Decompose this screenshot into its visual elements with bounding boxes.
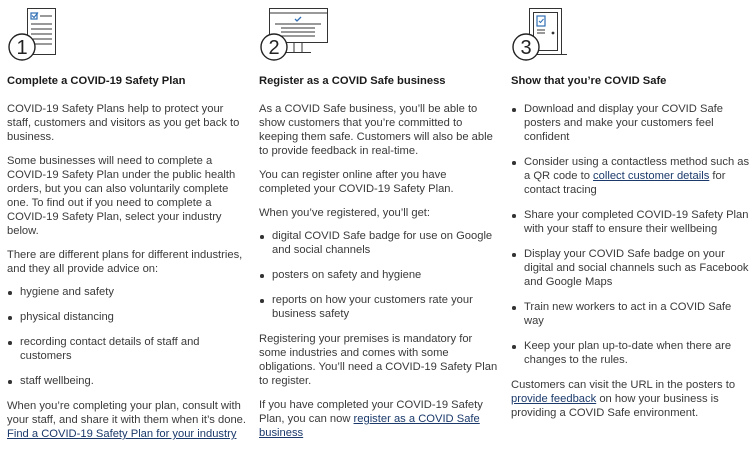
checklist-icon [7,0,67,64]
list-item: Consider using a contactless method such as a QR code to collect customer details for contact tracing [511,155,751,197]
advice-list [7,285,247,388]
step-3-icon-area [511,0,751,64]
step-1-paragraph: Some businesses will need to complete a COVID-19 Safety Plan under the public health orders, but you can also voluntarily complete one. To find out if you need to complete a COVID-19 Safety Plan, select your industry below. [7,155,236,237]
step-1-paragraph: When you’re completing your plan, consult with your staff, and share it with them when it’s done. Find a COVID-19 Safety Plan for your industry [7,400,247,440]
step-number: 2 [268,37,280,59]
step-1-title: Complete a COVID-19 Safety Plan [7,75,186,87]
step-3-paragraph: Customers can visit the URL in the posters to provide feedback on how your business is providing a COVID Safe environment. [511,379,736,419]
step-1-column [7,0,247,451]
actions-list [511,102,751,367]
step-3-title: Show that you’re COVID Safe [511,75,667,87]
step-2-paragraph: You can register online after you have completed your COVID-19 Safety Plan. [259,169,454,195]
list-item: Share your completed COVID-19 Safety Plan with your staff to ensure their wellbeing [511,208,751,236]
step-2-icon-area [259,0,499,64]
provide-feedback-link[interactable]: provide feedback [511,393,597,405]
list-item: Display your COVID Safe badge on your digital and social channels such as Facebook and Google Maps [511,247,751,289]
shopfront-door-icon [511,0,581,64]
list-item: hygiene and safety [7,285,247,299]
list-item: digital COVID Safe badge for use on Google and social channels [259,229,499,257]
list-item: physical distancing [7,310,247,324]
step-2-title: Register as a COVID Safe business [259,75,446,87]
list-item: reports on how your customers rate your business safety [259,293,499,321]
step-2-paragraph: As a COVID Safe business, you’ll be able to show customers that you’re committed to keeping them safe. Customers will also be able to provide feedback in real-time. [259,103,493,157]
step-2-column [259,0,499,450]
step-1-icon-area [7,0,247,64]
computer-monitor-icon [259,0,339,64]
step-2-paragraph: If you have completed your COVID-19 Safety Plan, you can now register as a COVID Safe business [259,399,483,439]
benefits-list [259,229,499,321]
collect-customer-details-link[interactable]: collect customer details [593,170,710,182]
list-item: Keep your plan up-to-date when there are changes to the rules. [511,339,751,367]
find-safety-plan-link[interactable]: Find a COVID-19 Safety Plan for your industry [7,428,237,440]
list-item: Train new workers to act in a COVID Safe way [511,300,751,328]
list-item: Download and display your COVID Safe posters and make your customers feel confident [511,102,751,144]
step-number: 1 [16,37,28,59]
step-2-paragraph: Registering your premises is mandatory for some industries and comes with some obligations. You’ll need a COVID-19 Safety Plan to register. [259,333,498,387]
step-2-paragraph: When you’ve registered, you’ll get: [259,207,431,219]
step-number: 3 [520,37,532,59]
list-item: recording contact details of staff and customers [7,335,247,363]
step-1-paragraph: COVID-19 Safety Plans help to protect your staff, customers and visitors as you get back to business. [7,103,240,143]
step-3-column [511,0,751,430]
step-1-paragraph: There are different plans for different industries, and they all provide advice on: [7,249,243,275]
list-item: staff wellbeing. [7,374,247,388]
list-item: posters on safety and hygiene [259,268,499,282]
register-covid-safe-link[interactable]: register as a COVID Safe business [259,413,480,439]
